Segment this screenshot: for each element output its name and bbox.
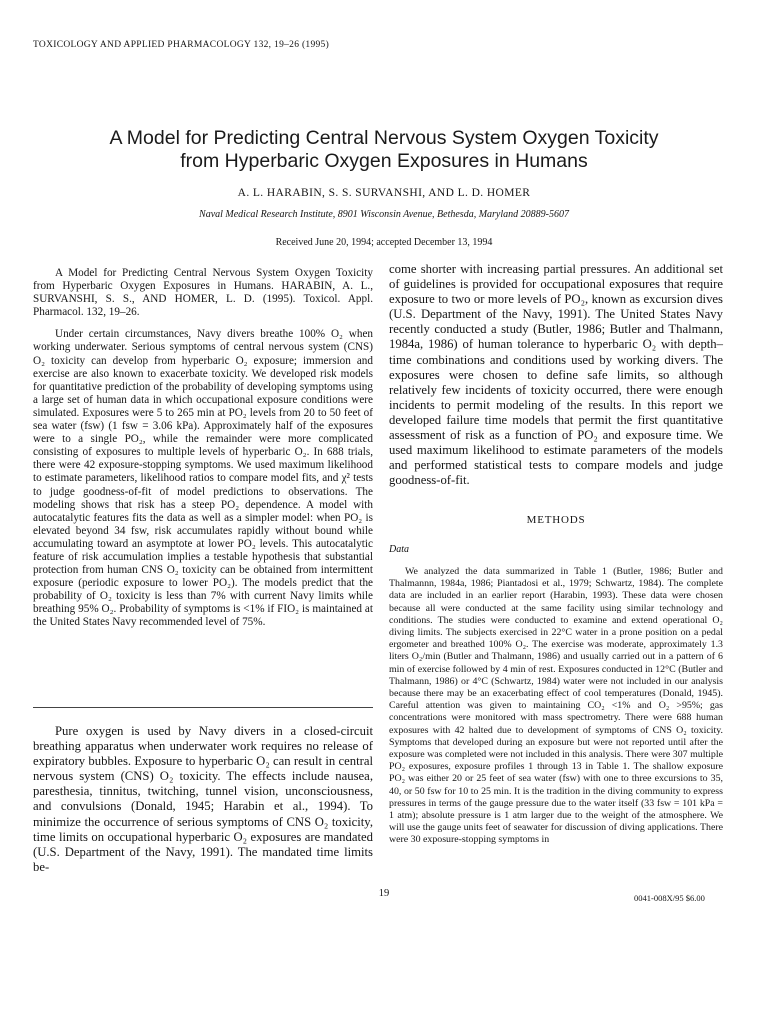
data-section [389, 566, 723, 847]
intro-continued-paragraph: come shorter with increasing partial pressures. An additional set of guidelines is provided for occupational exposures that require exposure to two or more levels of PO₂, known as excursion dives (U.S. Department of the Navy, 1991). The United States Navy recently conducted a study (Butler, 1986; Butler and Thalmann, 1984a, 1986) of human tolerance to hyperbaric O₂ with depth–time combinations and conditions used by working divers. The exposures were chosen to define safe limits, so although relatively few incidents of toxicity occurred, there were enough incidents to permit modeling of the results. In this report we developed failure time models that permit the first quantitative assessment of risk as a function of PO₂ and exposure time. We used maximum likelihood to estimate parameters of the models and performed statistical tests to compare models and judge goodness-of-fit. [389, 262, 723, 488]
title-line-1: A Model for Predicting Central Nervous System Oxygen Toxicity [109, 127, 659, 149]
page-number: 19 [378, 888, 390, 899]
title-line-2: from Hyperbaric Oxygen Exposures in Humans [180, 150, 588, 172]
abstract [33, 267, 373, 630]
received-dates: Received June 20, 1994; accepted December 13, 1994 [275, 237, 493, 248]
paper-title [0, 127, 768, 173]
intro-continued [389, 262, 723, 488]
issn-code: 0041-008X/95 $6.00 [634, 893, 705, 903]
abstract-body: Under certain circumstances, Navy divers breathe 100% O₂ when working underwater. Serious symptoms of central nervous system (CNS) O₂ toxicity can develop from hyperbaric O₂ exposure; immersion and exercise are also known to exacerbate toxicity. We developed risk models for quantitative prediction of the probability of developing symptoms using a large set of human data in which occupational exposure conditions were simulated. Exposures were 5 to 265 min at PO₂ levels from 20 to 50 feet of sea water (fsw) (1 fsw = 3.06 kPa). Approximately half of the exposures were to a single PO₂, while the remainder were more complicated consisting of exposures to multiple levels of hyperbaric O₂. In 688 trials, there were 42 exposure-stopping symptoms. We used maximum likelihood to estimate parameters, likelihood ratios to compare model fits, and χ² tests to judge goodness-of-fit of model predictions to observations. The modeling shows that risk has a steep PO₂ dependence. A model with autocatalytic features fits the data as well as a simpler model: when PO₂ is elevated beyond 34 fsw, risk accumulates rapidly without bound while accumulating toward an asymptote at lower PO₂ levels. This autocatalytic feature of risk accumulation implies a testable hypothesis that substantial protection from human CNS O₂ toxicity can be obtained from intermittent exposure (periodic exposure to lower PO₂). The models predict that the probability of O₂ toxicity is less than 7% with current Navy limits while breathing 95% O₂. Probability of symptoms is <1% if FIO₂ is maintained at the United States Navy recommended level of 75%. [33, 328, 373, 629]
intro-paragraph: Pure oxygen is used by Navy divers in a closed-circuit breathing apparatus when underwater work requires no release of expiratory bubbles. Exposure to hyperbaric O₂ can result in central nervous system (CNS) O₂ toxicity. The effects include nausea, paresthesia, tinnitus, twitching, tunnel vision, unconsciousness, and convulsions (Donald, 1945; Harabin et al., 1994). To minimize the occurrence of serious symptoms of CNS O₂ toxicity, time limits on occupational hyperbaric O₂ exposures are mandated (U.S. Department of the Navy, 1991). The mandated time limits be- [33, 724, 373, 874]
introduction [33, 724, 373, 875]
author-list: A. L. HARABIN, S. S. SURVANSHI, AND L. D. HOMER [237, 187, 531, 199]
abstract-citation: A Model for Predicting Central Nervous System Oxygen Toxicity from Hyperbaric Oxygen Exposures in Humans. HARABIN, A. L., SURVANSHI, S. S., AND HOMER, L. D. (1995). Toxicol. Appl. Pharmacol. 132, 19–26. [33, 267, 373, 319]
abstract-divider [33, 707, 373, 708]
journal-header: TOXICOLOGY AND APPLIED PHARMACOLOGY 132, 19–26 (1995) [33, 40, 330, 50]
data-subheading: Data [389, 544, 409, 555]
affiliation: Naval Medical Research Institute, 8901 Wisconsin Avenue, Bethesda, Maryland 20889-5607 [199, 209, 569, 220]
data-paragraph: We analyzed the data summarized in Table 1 (Butler, 1986; Butler and Thalmannn, 1984a, 1986; Piantadosi et al., 1979; Schwartz, 1984). The complete data are included in an earlier report (Harabin, 1993). These data were chosen because all were conducted at the same facility using similar technology and conditions. The studies were conducted to examine and extend operational O₂ diving limits. The subjects exercised in 22°C water in a prone position on a pedal ergometer and breathed 100% O₂. The exercise was moderate, approximately 1.3 liters O₂/min (Butler and Thalmann, 1986) and usually carried out in a pattern of 6 min of exercise followed by 4 min of rest. Exposures conducted in 12°C (Butler and Thalmann, 1986) or 4°C (Schwartz, 1984) water were not included in our analysis because there may be an exacerbating effect of cool temperatures (Donald, 1945). Careful attention was given to maintaining CO₂ <1% and O₂ >95%; gas concentrations were monitored with mass spectrometry. There were 688 human exposures with 42 halted due to development of symptoms of CNS O₂ toxicity. Symptoms that developed during an exposure but were not reported until after the exposure was completed were not included in this analysis. There were 307 multiple PO₂ exposures, exposure profiles 1 through 13 in Table 1. The shallow exposure PO₂ was either 20 or 25 feet of sea water (fsw) with one to three excursions to 35, 40, or 50 fsw for 10 to 25 min. It is the tradition in the diving community to express pressures in terms of the gauge pressure due to the water itself (33 fsw = 101 kPa = 1 atm); absolute pressure is 1 atm larger due to the weight of the atmosphere. We will use the gauge units feet of seawater for discussion of diving applications. There were 30 exposure-stopping symptoms in [389, 566, 723, 846]
methods-heading: METHODS [526, 514, 586, 526]
